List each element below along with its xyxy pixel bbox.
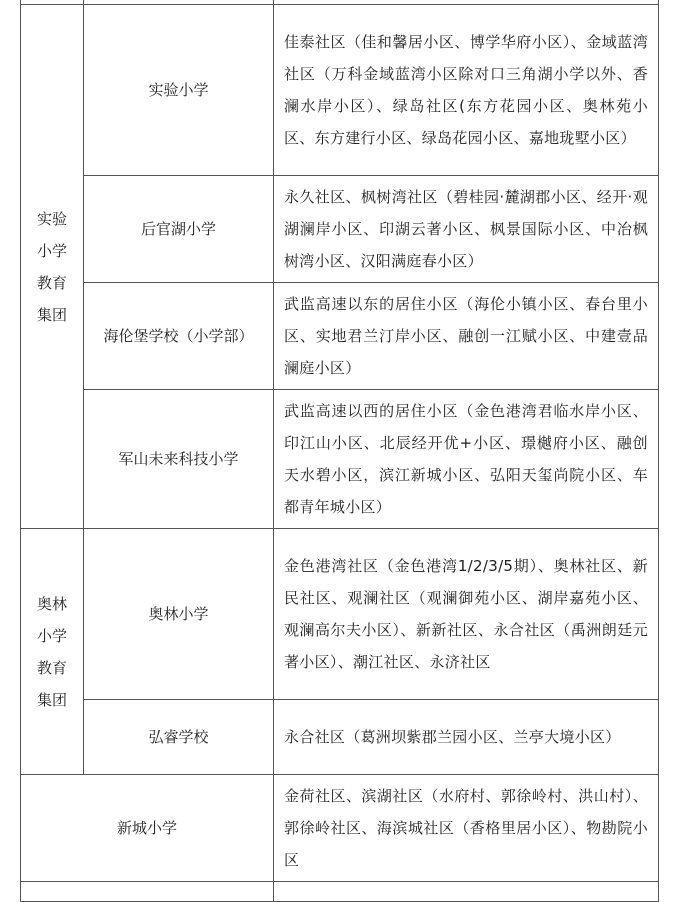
school-name: 弘睿学校 [84, 700, 274, 775]
table-row [21, 882, 659, 902]
group-cell [21, 529, 84, 775]
district-area: 永久社区、枫树湾社区（碧桂园·麓湖郡小区、经开·观湖澜岸小区、印湖云著小区、枫景国际小区、中冶枫树湾小区、汉阳满庭春小区） [274, 176, 659, 283]
table-row [21, 700, 659, 775]
table-row [21, 775, 659, 882]
school-district-table [20, 0, 659, 902]
table-row [21, 390, 659, 529]
table-row [21, 529, 659, 700]
district-area: 永合社区（葛洲坝紫郡兰园小区、兰亭大境小区） [274, 700, 659, 775]
group-cell [21, 5, 84, 529]
school-cell [21, 882, 274, 902]
school-name: 海伦堡学校（小学部） [84, 283, 274, 390]
school-name: 实验小学 [84, 5, 274, 176]
area-cell [274, 882, 659, 902]
table-row [21, 5, 659, 176]
group-name: 奥林小学教育集团 [36, 594, 67, 709]
table-row [21, 176, 659, 283]
school-name: 后官湖小学 [84, 176, 274, 283]
district-area: 佳泰社区（佳和馨居小区、博学华府小区）、金域蓝湾社区（万科金域蓝湾小区除对口三角湖小学以外、香澜水岸小区）、绿岛社区(东方花园小区、奥林苑小区、东方建行小区、绿岛花园小区、嘉地珑墅小区） [274, 5, 659, 176]
school-name: 军山未来科技小学 [84, 390, 274, 529]
district-area: 武监高速以东的居住小区（海伦小镇小区、春台里小区、实地君兰汀岸小区、融创一江赋小区、中建壹品澜庭小区） [274, 283, 659, 390]
district-area: 武监高速以西的居住小区（金色港湾君临水岸小区、印江山小区、北辰经开优+小区、璟樾府小区、融创天水碧小区，滨江新城小区、弘阳天玺尚院小区、车都青年城小区） [274, 390, 659, 529]
group-name: 实验小学教育集团 [36, 209, 67, 324]
table-row [21, 283, 659, 390]
school-name: 新城小学 [21, 775, 274, 882]
district-area: 金荷社区、滨湖社区（水府村、郭徐岭村、洪山村）、郭徐岭社区、海滨城社区（香格里居小区）、物勘院小区 [274, 775, 659, 882]
district-area: 金色港湾社区（金色港湾1/2/3/5期）、奥林社区、新民社区、观澜社区（观澜御苑小区、湖岸嘉苑小区、观澜高尔夫小区）、新新社区、永合社区（禹洲朗廷元著小区）、潮江社区、永济社区 [274, 529, 659, 700]
school-name: 奥林小学 [84, 529, 274, 700]
